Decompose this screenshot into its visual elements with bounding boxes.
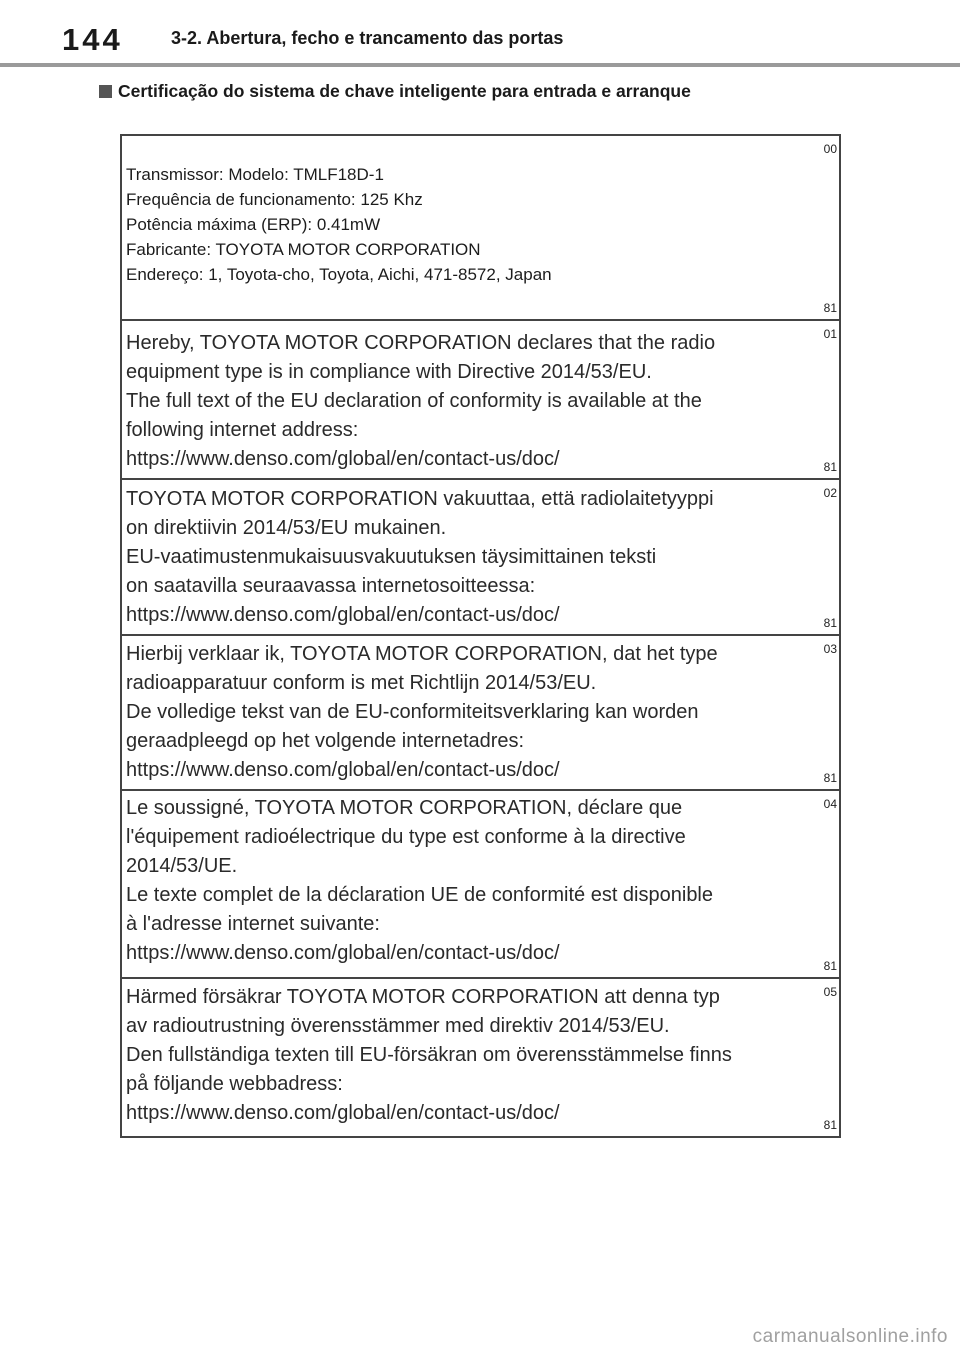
text-line: following internet address: <box>126 419 359 441</box>
section-heading <box>99 81 691 102</box>
block-code: 04 <box>823 797 837 811</box>
text-line: Potência máxima (ERP): 0.41mW <box>126 215 381 234</box>
section-title: Certificação do sistema de chave inteligente para entrada e arranque <box>118 81 691 101</box>
text-line: on direktiivin 2014/53/EU mukainen. <box>126 517 447 539</box>
text-line: The full text of the EU declaration of conformity is available at the <box>126 390 702 412</box>
block-code: 00 <box>823 142 837 156</box>
text-line: Frequência de funcionamento: 125 Khz <box>126 190 423 209</box>
cert-block-text <box>126 983 809 1128</box>
text-line: Le soussigné, TOYOTA MOTOR CORPORATION, déclare que <box>126 797 683 819</box>
text-line: Endereço: 1, Toyota-cho, Toyota, Aichi, 471-8572, Japan <box>126 265 552 284</box>
certification-table <box>120 134 841 1138</box>
text-line: De volledige tekst van de EU-conformiteitsverklaring kan worden <box>126 701 699 723</box>
page-header <box>0 0 960 66</box>
block-end-code: 81 <box>823 959 837 973</box>
text-line: à l'adresse internet suivante: <box>126 913 380 935</box>
text-line: 2014/53/UE. <box>126 855 238 877</box>
text-line: av radioutrustning överensstämmer med direktiv 2014/53/EU. <box>126 1015 670 1037</box>
cert-block-00 <box>122 136 839 321</box>
cert-block-text <box>126 329 809 474</box>
cert-block-text <box>126 640 809 785</box>
cert-block-text <box>126 794 809 968</box>
block-end-code: 81 <box>823 1118 837 1132</box>
cert-block-05 <box>122 979 839 1136</box>
text-line: Hereby, TOYOTA MOTOR CORPORATION declares that the radio <box>126 332 716 354</box>
site-watermark: carmanualsonline.info <box>752 1326 948 1347</box>
block-end-code: 81 <box>823 460 837 474</box>
text-line: Le texte complet de la déclaration UE de conformité est disponible <box>126 884 714 906</box>
cert-block-04 <box>122 791 839 979</box>
text-line: TOYOTA MOTOR CORPORATION vakuuttaa, että radiolaitetyyppi <box>126 488 714 510</box>
text-line: equipment type is in compliance with Directive 2014/53/EU. <box>126 361 652 383</box>
block-code: 02 <box>823 486 837 500</box>
text-line: https://www.denso.com/global/en/contact-us/doc/ <box>126 1102 560 1124</box>
text-line: geraadpleegd op het volgende internetadres: <box>126 730 525 752</box>
cert-block-02 <box>122 480 839 636</box>
block-code: 03 <box>823 642 837 656</box>
page-number: 144 <box>62 22 123 57</box>
block-code: 05 <box>823 985 837 999</box>
text-line: radioapparatuur conform is met Richtlijn 2014/53/EU. <box>126 672 597 694</box>
square-bullet-icon <box>99 85 112 98</box>
cert-block-text <box>126 485 809 630</box>
block-end-code: 81 <box>823 771 837 785</box>
text-line: Hierbij verklaar ik, TOYOTA MOTOR CORPORATION, dat het type <box>126 643 718 665</box>
text-line: https://www.denso.com/global/en/contact-us/doc/ <box>126 448 560 470</box>
block-end-code: 81 <box>823 301 837 315</box>
block-code: 01 <box>823 327 837 341</box>
header-divider <box>0 63 960 67</box>
text-line: https://www.denso.com/global/en/contact-us/doc/ <box>126 942 560 964</box>
text-line: Den fullständiga texten till EU-försäkran om överensstämmelse finns <box>126 1044 732 1066</box>
cert-block-03 <box>122 636 839 791</box>
text-line: l'équipement radioélectrique du type est conforme à la directive <box>126 826 686 848</box>
text-line: on saatavilla seuraavassa internetosoitteessa: <box>126 575 536 597</box>
text-line: Fabricante: TOYOTA MOTOR CORPORATION <box>126 240 481 259</box>
text-line: Härmed försäkrar TOYOTA MOTOR CORPORATION att denna typ <box>126 986 720 1008</box>
text-line: https://www.denso.com/global/en/contact-us/doc/ <box>126 759 560 781</box>
cert-block-text <box>126 162 809 287</box>
chapter-title: 3-2. Abertura, fecho e trancamento das portas <box>171 28 564 48</box>
block-end-code: 81 <box>823 616 837 630</box>
text-line: EU-vaatimustenmukaisuusvakuutuksen täysimittainen teksti <box>126 546 657 568</box>
text-line: Transmissor: Modelo: TMLF18D-1 <box>126 165 384 184</box>
text-line: https://www.denso.com/global/en/contact-us/doc/ <box>126 604 560 626</box>
cert-block-01 <box>122 321 839 480</box>
text-line: på följande webbadress: <box>126 1073 343 1095</box>
